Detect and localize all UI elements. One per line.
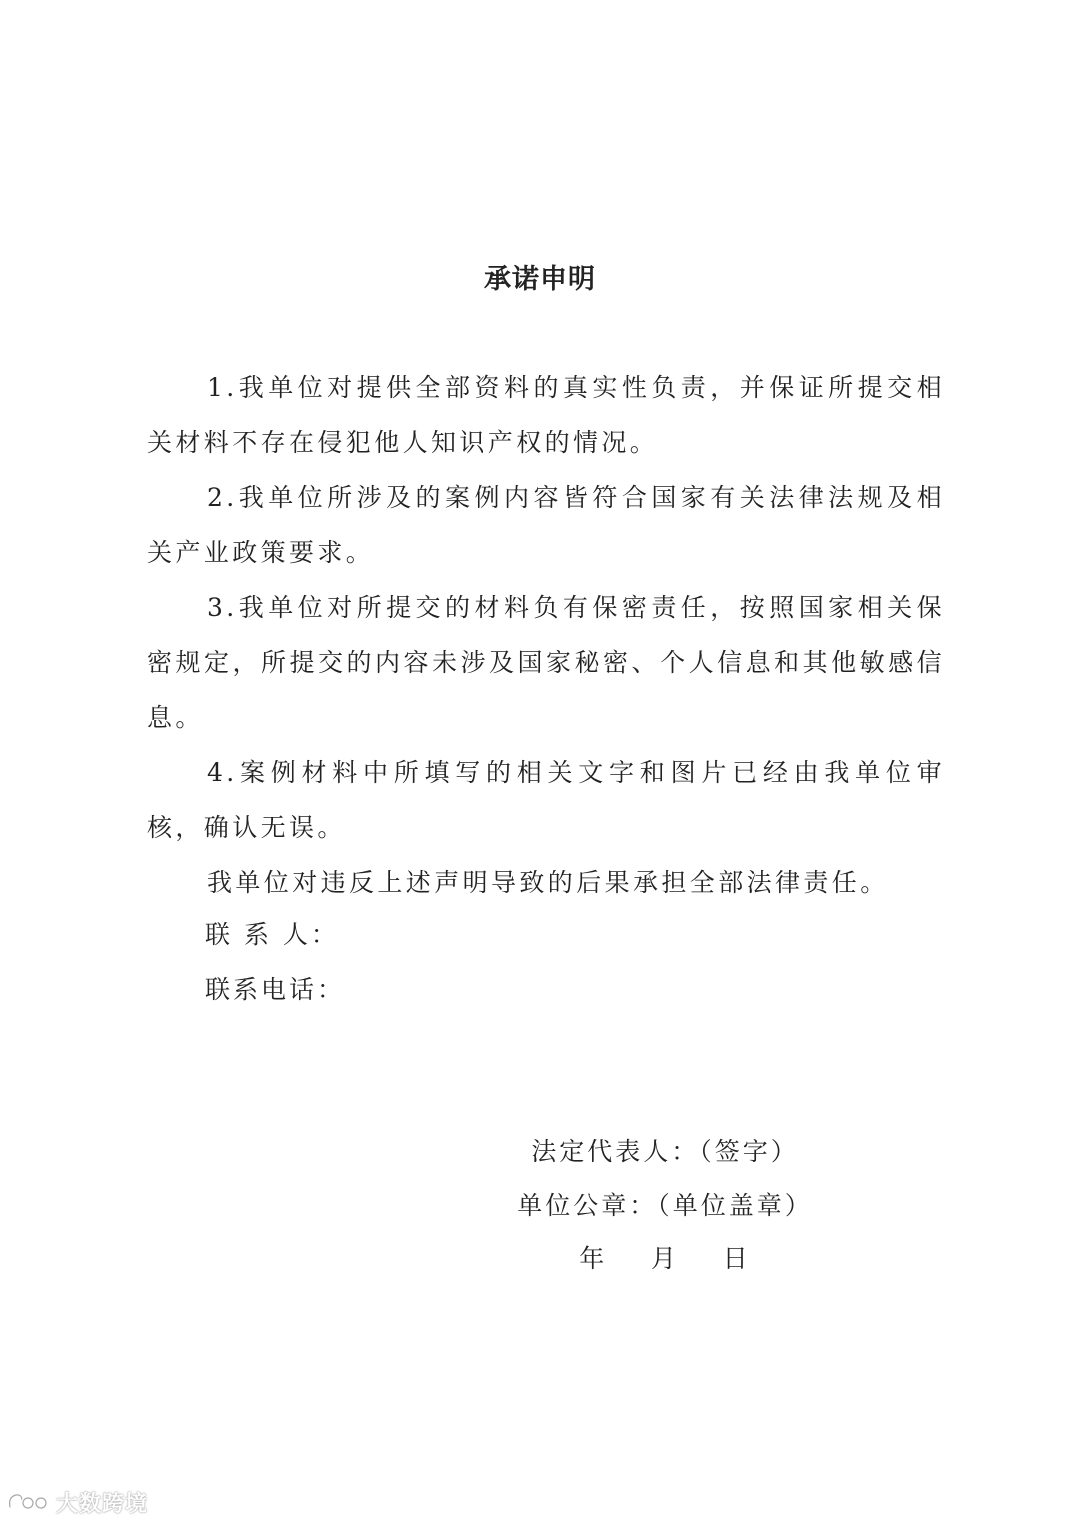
declaration-body: [147, 360, 945, 910]
watermark-text: 大数跨境: [56, 1492, 149, 1517]
declaration-item-4: 4.案例材料中所填写的相关文字和图片已经由我单位审核，确认无误。: [147, 758, 945, 842]
page-title: 承诺申明: [484, 264, 596, 295]
declaration-item-1: 1.我单位对提供全部资料的真实性负责，并保证所提交相关材料不存在侵犯他人知识产权的情况。: [147, 373, 945, 457]
legal-representative-label: 法定代表人：（签字）: [531, 1137, 799, 1166]
date-label: 年 月 日: [579, 1244, 751, 1273]
contact-phone-label: 联系电话：: [205, 975, 346, 1004]
unit-seal-label: 单位公章：（单位盖章）: [517, 1191, 813, 1220]
contact-person-label: 联 系 人：: [205, 920, 339, 949]
watermark-logo-icon: [6, 1489, 52, 1517]
watermark: [6, 1487, 148, 1518]
declaration-item-2: 2.我单位所涉及的案例内容皆符合国家有关法律法规及相关产业政策要求。: [147, 483, 945, 567]
liability-statement: 我单位对违反上述声明导致的后果承担全部法律责任。: [207, 868, 889, 897]
declaration-item-3: 3.我单位对所提交的材料负有保密责任，按照国家相关保密规定，所提交的内容未涉及国家秘密、个人信息和其他敏感信息。: [147, 593, 945, 732]
